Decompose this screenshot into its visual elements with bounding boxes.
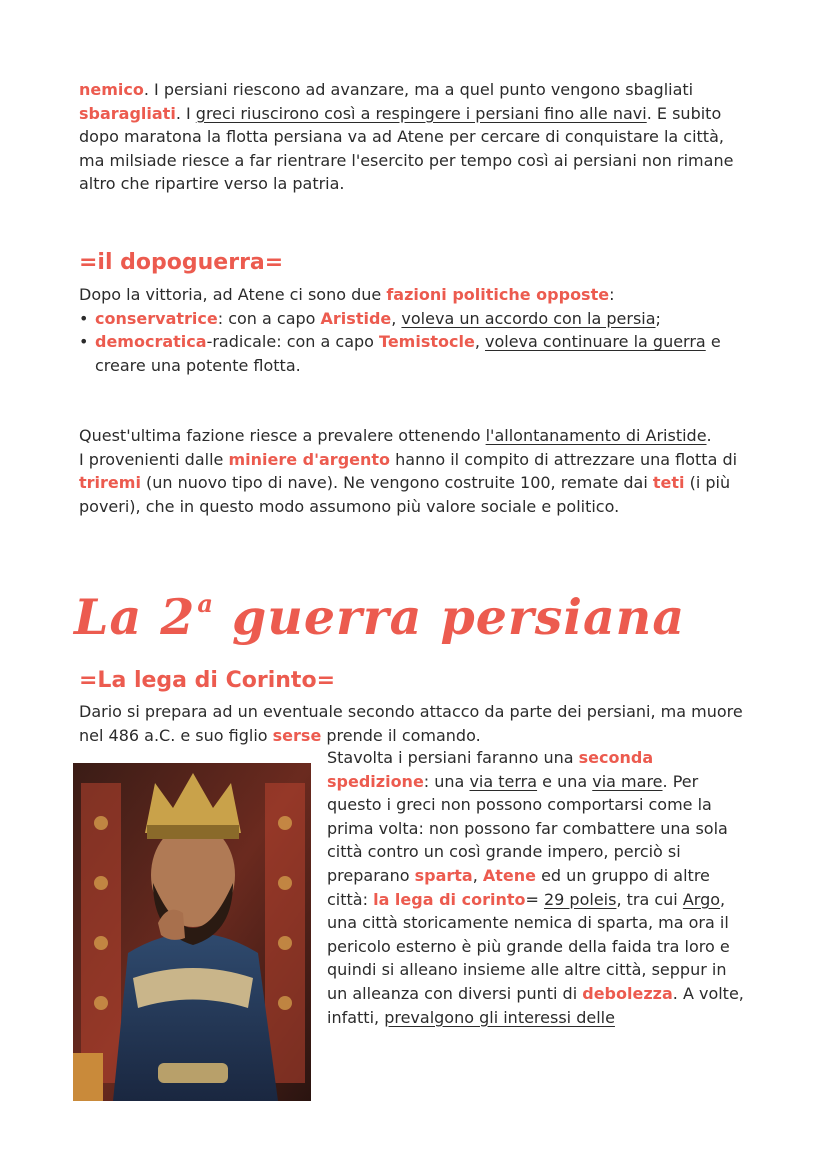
- paragraph-flotta: Quest'ultima fazione riesce a prevalere ottenendo l'allontanamento di Aristide. I provenienti dalle miniere d'argento hanno il compito di attrezzare una flotta di triremi (un nuovo tipo di nave). Ne vengono costruite 100, remate dai teti (i più poveri), che in questo modo assumono più valore sociale e politico.: [79, 426, 738, 516]
- list-item-conservatrice: • conservatrice: con a capo Aristide, voleva un accordo con la persia;: [79, 307, 749, 331]
- factions-list: [79, 307, 749, 378]
- paragraph-fazioni: Dopo la vittoria, ad Atene ci sono due fazioni politiche opposte: • conservatrice: con a capo Aristide, voleva un accordo con la persia; • democratica-radicale: con a capo Temistocle, voleva continuare la guerra e creare una potente flotta.: [79, 283, 749, 377]
- paragraph-seconda-spedizione: Stavolta i persiani faranno una seconda spedizione: una via terra e una via mare. Per questo i greci non possono comportarsi come la prima volta: non possono far combattere una sola città contro un così grande impero, perciò si preparano sparta, Atene ed un gruppo di altre città: la lega di corinto= 29 poleis, tra cui Argo, una città storicamente nemica di sparta, ma ora il pericolo esterno è più grande della faida tra loro e quindi si alleano insieme alle altre città, seppur in un alleanza con diversi punti di debolezza. A volte, infatti, prevalgono gli interessi delle: [327, 748, 744, 1027]
- paragraph-maratona: nemico. I persiani riescono ad avanzare, ma a quel punto vengono sbagliati sbaragliati. I greci riuscirono così a respingere i persiani fino alle navi. E subito dopo maratona la flotta persiana va ad Atene per cercare di conquistare la città, ma milsiade riesce a far rientrare l'esercito per tempo così ai persiani non rimane altro che ripartire verso la patria.: [79, 80, 734, 193]
- heading-dopoguerra: =il dopoguerra=: [79, 250, 284, 275]
- paragraph-dario: Dario si prepara ad un eventuale secondo attacco da parte dei persiani, ma muore nel 486 a.C. e suo figlio serse prende il comando.: [79, 702, 743, 745]
- list-item-democratica: • democratica-radicale: con a capo Temistocle, voleva continuare la guerra e creare una potente flotta.: [79, 330, 749, 377]
- portrait-illustration: [73, 763, 311, 1101]
- section-title: La 2$^a$ guerra persiana: [74, 588, 686, 646]
- heading-lega-corinto: =La lega di Corinto=: [79, 668, 335, 693]
- persian-king-portrait: [73, 763, 311, 1101]
